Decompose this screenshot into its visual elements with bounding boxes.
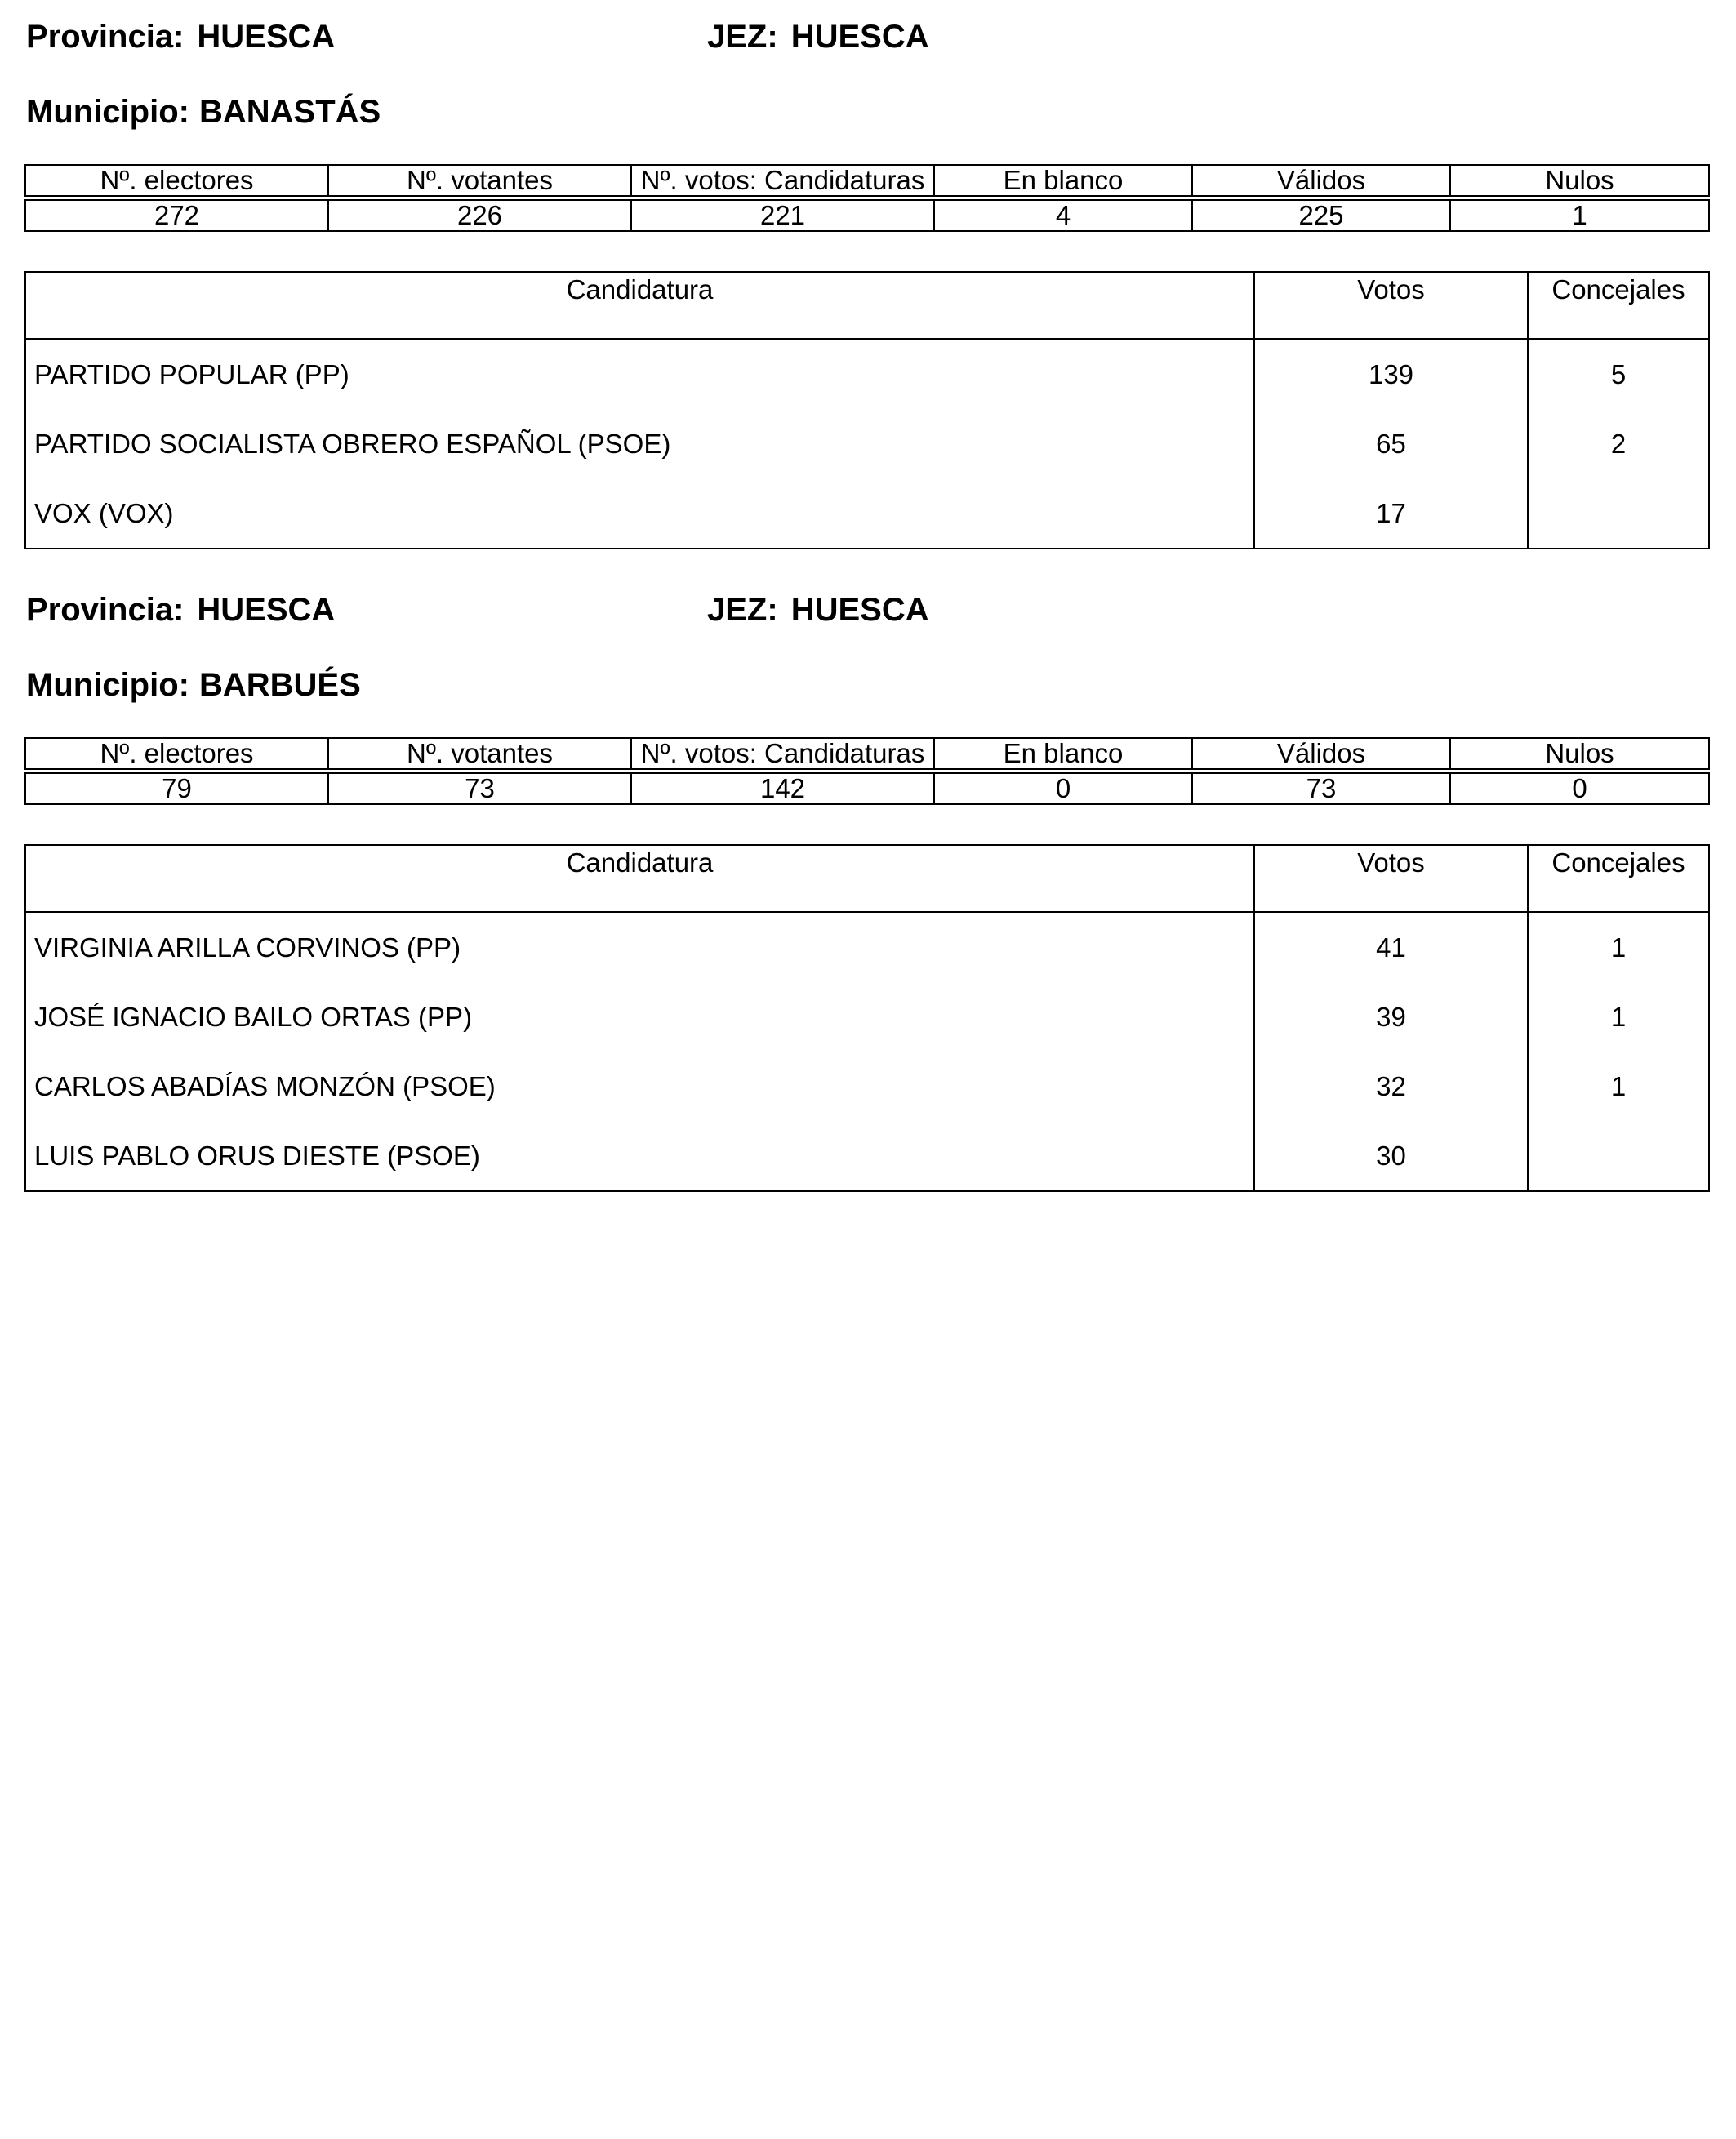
- stats-header-cell: Nº. electores: [25, 738, 328, 769]
- jez-label: JEZ:: [707, 592, 778, 628]
- stats-values-row: [25, 773, 1709, 804]
- stats-header-cell: Nº. electores: [25, 165, 328, 196]
- candidatura-column-header: Candidatura: [25, 272, 1254, 339]
- stats-header-cell: Nº. votos: Candidaturas: [631, 165, 934, 196]
- candidatura-concejales: 1: [1528, 912, 1709, 982]
- candidatura-row: [25, 1052, 1709, 1121]
- municipio-label: Municipio:: [26, 667, 189, 703]
- stats-value-cell: 0: [934, 773, 1192, 804]
- candidatura-row: [25, 982, 1709, 1052]
- candidatura-row: [25, 478, 1709, 549]
- stats-value-cell: 4: [934, 200, 1192, 231]
- provincia-heading: [26, 17, 335, 56]
- stats-value-cell: 226: [328, 200, 631, 231]
- candidatura-name: VIRGINIA ARILLA CORVINOS (PP): [25, 912, 1254, 982]
- stats-value-cell: 0: [1450, 773, 1709, 804]
- stats-values-table: [24, 772, 1710, 805]
- jez-label: JEZ:: [707, 19, 778, 55]
- stats-header-cell: En blanco: [934, 165, 1192, 196]
- candidatura-column-header: Candidatura: [25, 845, 1254, 912]
- candidatura-name: PARTIDO SOCIALISTA OBRERO ESPAÑOL (PSOE): [25, 409, 1254, 478]
- candidaturas-table: [24, 844, 1710, 1192]
- candidatura-row: [25, 409, 1709, 478]
- jez-value: HUESCA: [790, 592, 929, 628]
- candidatura-name: JOSÉ IGNACIO BAILO ORTAS (PP): [25, 982, 1254, 1052]
- candidatura-concejales: 5: [1528, 339, 1709, 409]
- stats-value-cell: 73: [1192, 773, 1450, 804]
- votos-column-header: Votos: [1254, 272, 1528, 339]
- candidatura-votos: 17: [1254, 478, 1528, 549]
- jez-value: HUESCA: [790, 19, 929, 55]
- stats-header-cell: Válidos: [1192, 738, 1450, 769]
- jez-heading: [707, 590, 929, 629]
- stats-header-cell: Nº. votos: Candidaturas: [631, 738, 934, 769]
- stats-header-table: [24, 737, 1710, 770]
- candidatura-votos: 32: [1254, 1052, 1528, 1121]
- candidatura-votos: 30: [1254, 1121, 1528, 1191]
- municipio-heading: [26, 665, 361, 705]
- stats-header-cell: Nulos: [1450, 165, 1709, 196]
- candidatura-concejales: 1: [1528, 982, 1709, 1052]
- stats-header-cell: Válidos: [1192, 165, 1450, 196]
- municipio-label: Municipio:: [26, 94, 189, 130]
- concejales-column-header: Concejales: [1528, 845, 1709, 912]
- municipio-heading: [26, 92, 381, 131]
- provincia-label: Provincia:: [26, 19, 185, 55]
- concejales-column-header: Concejales: [1528, 272, 1709, 339]
- stats-value-cell: 221: [631, 200, 934, 231]
- candidatura-name: PARTIDO POPULAR (PP): [25, 339, 1254, 409]
- candidatura-votos: 65: [1254, 409, 1528, 478]
- jez-heading: [707, 17, 929, 56]
- stats-header-table: [24, 164, 1710, 197]
- stats-header-cell: Nulos: [1450, 738, 1709, 769]
- provincia-label: Provincia:: [26, 592, 185, 628]
- candidatura-name: CARLOS ABADÍAS MONZÓN (PSOE): [25, 1052, 1254, 1121]
- stats-header-cell: Nº. votantes: [328, 738, 631, 769]
- candidatura-row: [25, 912, 1709, 982]
- provincia-value: HUESCA: [197, 19, 336, 55]
- provincia-heading: [26, 590, 335, 629]
- candidatura-votos: 41: [1254, 912, 1528, 982]
- stats-value-cell: 142: [631, 773, 934, 804]
- candidatura-votos: 39: [1254, 982, 1528, 1052]
- stats-values-table: [24, 199, 1710, 232]
- candidatura-row: [25, 339, 1709, 409]
- municipio-value: BANASTÁS: [198, 94, 381, 130]
- stats-value-cell: 79: [25, 773, 328, 804]
- stats-value-cell: 272: [25, 200, 328, 231]
- candidatura-concejales: 2: [1528, 409, 1709, 478]
- stats-header-row: [25, 165, 1709, 196]
- municipio-value: BARBUÉS: [198, 667, 361, 703]
- stats-values-row: [25, 200, 1709, 231]
- candidatura-concejales: 1: [1528, 1052, 1709, 1121]
- votos-column-header: Votos: [1254, 845, 1528, 912]
- provincia-value: HUESCA: [197, 592, 336, 628]
- stats-value-cell: 1: [1450, 200, 1709, 231]
- stats-header-row: [25, 738, 1709, 769]
- candidaturas-table: [24, 271, 1710, 549]
- stats-header-cell: En blanco: [934, 738, 1192, 769]
- stats-value-cell: 73: [328, 773, 631, 804]
- candidatura-votos: 139: [1254, 339, 1528, 409]
- candidatura-row: [25, 1121, 1709, 1191]
- candidaturas-header-row: [25, 845, 1709, 912]
- candidatura-name: VOX (VOX): [25, 478, 1254, 549]
- candidatura-name: LUIS PABLO ORUS DIESTE (PSOE): [25, 1121, 1254, 1191]
- stats-value-cell: 225: [1192, 200, 1450, 231]
- candidatura-concejales: [1528, 1121, 1709, 1191]
- stats-header-cell: Nº. votantes: [328, 165, 631, 196]
- candidaturas-header-row: [25, 272, 1709, 339]
- candidatura-concejales: [1528, 478, 1709, 549]
